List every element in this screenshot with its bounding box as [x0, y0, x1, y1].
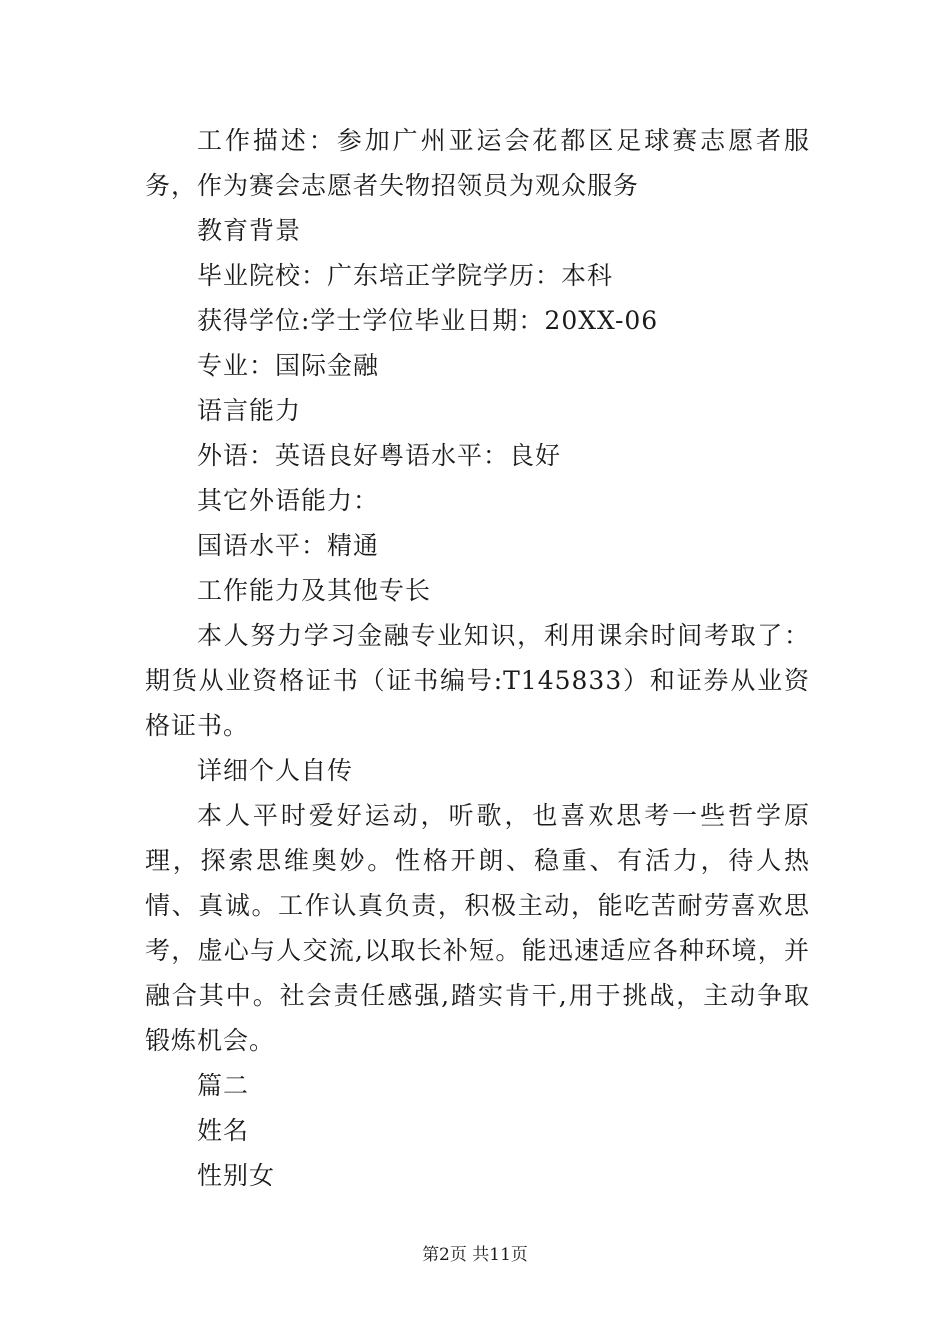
paragraph-mandarin: 国语水平：精通 — [197, 531, 380, 560]
paragraph-degree: 获得学位:学士学位毕业日期：20XX-06 — [197, 306, 659, 335]
paragraph-major: 专业：国际金融 — [197, 351, 380, 380]
paragraph-certificates: 本人努力学习金融专业知识，利用课余时间考取了：期货从业资格证书（证书编号:T145833）和证券从业资格证书。 — [145, 621, 810, 740]
paragraph-name: 姓名 — [197, 1116, 250, 1145]
paragraph-other-language: 其它外语能力： — [197, 486, 380, 515]
document-body — [145, 118, 810, 1198]
paragraph-gender: 性别女 — [197, 1161, 276, 1190]
heading-autobiography: 详细个人自传 — [197, 756, 354, 785]
heading-part-two: 篇二 — [197, 1071, 250, 1100]
page-number-footer: 第2页 共11页 — [422, 1245, 528, 1265]
paragraph-foreign-language: 外语：英语良好粤语水平：良好 — [197, 441, 562, 470]
heading-education: 教育背景 — [197, 216, 302, 245]
paragraph-job-description: 工作描述：参加广州亚运会花都区足球赛志愿者服务，作为赛会志愿者失物招领员为观众服务 — [145, 126, 810, 200]
heading-skills: 工作能力及其他专长 — [197, 576, 432, 605]
paragraph-autobiography: 本人平时爱好运动，听歌，也喜欢思考一些哲学原理，探索思维奥妙。性格开朗、稳重、有活力，待人热情、真诚。工作认真负责，积极主动，能吃苦耐劳喜欢思考，虚心与人交流,以取长补短。能迅速适应各种环境，并融合其中。社会责任感强,踏实肯干,用于挑战，主动争取锻炼机会。 — [145, 801, 810, 1055]
paragraph-school: 毕业院校：广东培正学院学历：本科 — [197, 261, 614, 290]
heading-language: 语言能力 — [197, 396, 302, 425]
